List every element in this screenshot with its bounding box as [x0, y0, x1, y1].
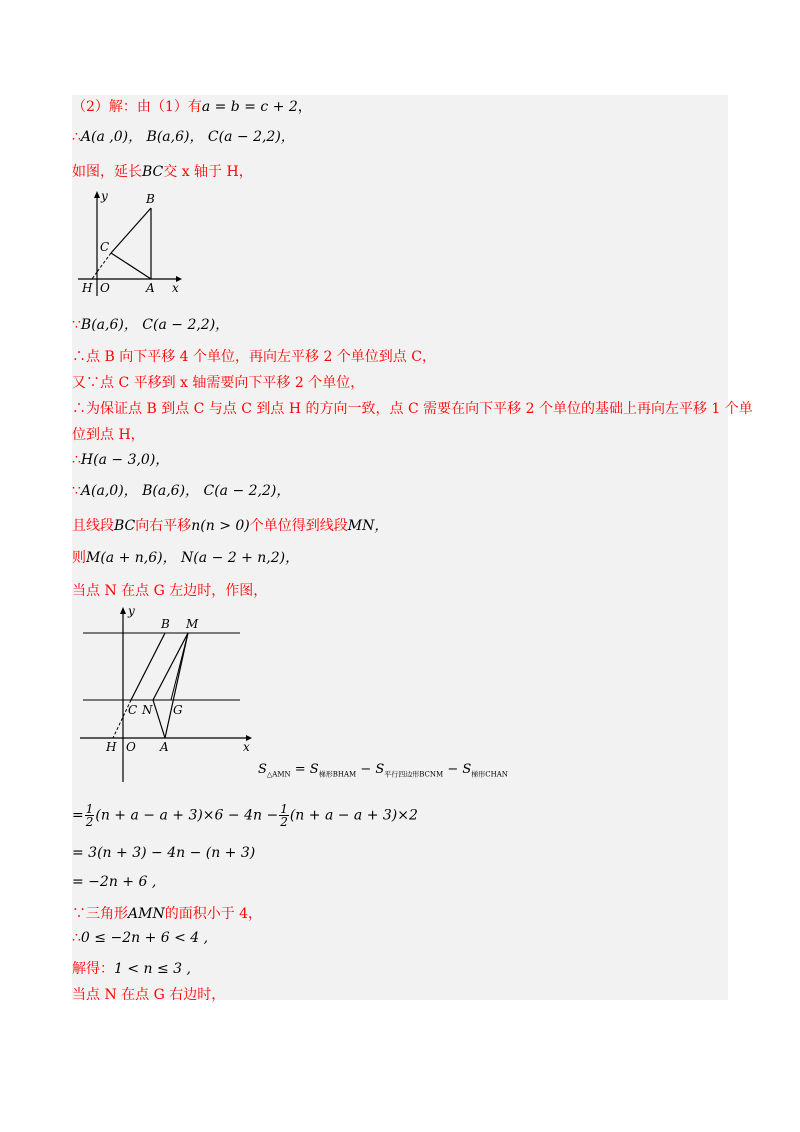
line-4: [72, 314, 229, 334]
solution-range: 1 < n ≤ 3 ,: [114, 961, 191, 977]
area-formula: [258, 762, 508, 780]
line-19: [72, 958, 191, 978]
line-2: [72, 126, 295, 146]
label-a: A: [146, 281, 155, 295]
translation-n: n(n > 0): [191, 518, 250, 534]
segment-bc: BC: [114, 518, 136, 534]
segment-mg: [171, 633, 188, 700]
line-11: [72, 515, 388, 535]
label-c: C: [100, 240, 110, 254]
line-1: [72, 96, 312, 116]
line-7: ∴为保证点 B 到点 C 与点 C 到点 H 的方向一致，点 C 需要在向下平移 2 个单位的基础上再向左平移 1 个单: [72, 401, 753, 417]
equation-abc: a = b = c + 2: [201, 99, 298, 115]
eq-s: = S: [290, 762, 319, 777]
text: 则: [72, 550, 86, 566]
eq-sign: =: [72, 807, 84, 824]
coordinate-diagram-1: [78, 188, 188, 300]
therefore-symbol: ∴: [72, 930, 81, 946]
line-17: [72, 903, 262, 923]
segment-bc: [111, 208, 151, 253]
text: 向右平移: [135, 518, 192, 534]
label-o: O: [100, 281, 110, 295]
text: ∵三角形: [72, 906, 128, 922]
label-y: y: [101, 189, 108, 203]
label-m: M: [186, 617, 199, 631]
text: 解得：: [72, 961, 114, 977]
label-c: C: [128, 703, 138, 717]
line-3: [72, 161, 253, 181]
punct: ，: [297, 99, 312, 115]
segment-bc: BC: [142, 164, 164, 180]
y-axis-arrow-icon: [120, 607, 126, 614]
numerator: 1: [85, 802, 94, 816]
denominator: 2: [280, 815, 288, 829]
text: 交 x 轴于 H，: [163, 164, 253, 180]
numerator: 1: [280, 802, 288, 816]
expr: (n + a − a + 3)×2: [289, 807, 418, 824]
s-symbol: S: [258, 762, 267, 777]
segment-ma: [165, 633, 188, 738]
sub-trap-chan: 梯形CHAN: [471, 770, 508, 779]
line-9: [72, 449, 169, 469]
text: 的面积小于 4，: [164, 906, 263, 922]
fraction-half: [279, 803, 289, 828]
line-10: [72, 480, 290, 500]
segment-ca: [111, 253, 151, 279]
inequality: 0 ≤ −2n + 6 < 4 ,: [80, 930, 209, 946]
label-n: N: [142, 703, 153, 717]
line-6: 又∵点 C 平移到 x 轴需要向下平移 2 个单位，: [72, 375, 365, 391]
line-18: [72, 930, 208, 946]
label-g: G: [173, 703, 183, 717]
text-intro: （2）解：由（1）有: [72, 99, 202, 115]
label-b: B: [146, 192, 155, 206]
coords-bc: B(a,6)， C(a − 2,2)，: [80, 317, 230, 333]
coordinate-diagram-2: [80, 602, 260, 784]
segment-na: [153, 700, 165, 738]
line-16: = −2n + 6 ,: [72, 874, 157, 890]
expr: (n + a − a + 3)×6 − 4n −: [95, 807, 279, 824]
label-a: A: [160, 740, 169, 754]
label-x: x: [172, 281, 179, 295]
figure-2: [80, 602, 260, 788]
segment-mn: MN，: [347, 518, 389, 534]
because-symbol: ∵: [72, 317, 81, 333]
text: 且线段: [72, 518, 114, 534]
y-axis-arrow-icon: [94, 191, 100, 198]
minus-s: − S: [356, 762, 385, 777]
figure-1: [78, 188, 188, 304]
segment-bc: [131, 633, 165, 700]
label-x: x: [243, 740, 250, 754]
line-8: 位到点 H，: [72, 427, 145, 443]
label-y: y: [128, 604, 135, 618]
sub-amn: △AMN: [266, 770, 291, 779]
minus-s: − S: [443, 762, 472, 777]
coords-h: H(a − 3,0)，: [80, 452, 170, 468]
sub-para-bcnm: 平行四边形BCNM: [384, 770, 444, 779]
line-12: [72, 547, 299, 567]
label-h: H: [106, 740, 117, 754]
segment-mn: [153, 633, 188, 700]
coords-abc-2: A(a,0)， B(a,6)， C(a − 2,2)，: [80, 483, 291, 499]
line-5: ∴点 B 向下平移 4 个单位，再向左平移 2 个单位到点 C，: [72, 349, 436, 365]
line-14: [72, 803, 418, 828]
line-20: 当点 N 在点 G 右边时，: [72, 987, 226, 1003]
denominator: 2: [85, 815, 94, 829]
sub-trap-bham: 梯形BHAM: [318, 770, 357, 779]
label-b: B: [161, 617, 170, 631]
text: 个单位得到线段: [249, 518, 348, 534]
because-symbol: ∵: [72, 483, 81, 499]
line-13: 当点 N 在点 G 左边时，作图，: [72, 583, 268, 599]
therefore-symbol: ∴: [72, 452, 81, 468]
triangle-amn: AMN: [128, 906, 165, 922]
fraction-half: [85, 803, 95, 828]
label-h: H: [82, 281, 93, 295]
therefore-symbol: ∴: [72, 129, 81, 145]
extension-to-h: [92, 272, 97, 279]
coords-abc: A(a ,0)， B(a,6)， C(a − 2,2)，: [80, 129, 295, 145]
extension-ch: [97, 253, 111, 272]
coords-mn: M(a + n,6)， N(a − 2 + n,2)，: [86, 550, 300, 566]
label-o: O: [126, 740, 136, 754]
text: 如图，延长: [72, 164, 142, 180]
line-15: = 3(n + 3) − 4n − (n + 3): [72, 845, 256, 861]
